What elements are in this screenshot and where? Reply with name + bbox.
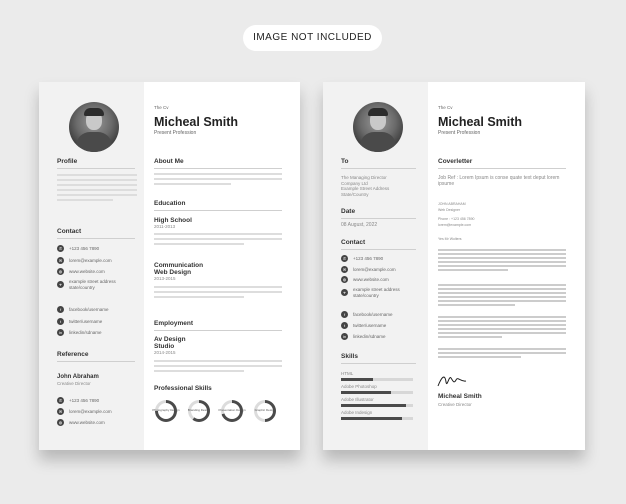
contact-address: ⌖ example street address state/country — [57, 279, 137, 290]
letter-greeting: Yes Mr Wolters — [438, 237, 462, 241]
skill-bar — [341, 378, 413, 381]
skill-label: Adobe Indesign — [341, 410, 373, 415]
cover-profession: Present Profession — [438, 130, 481, 136]
skill-progress-ring: Presentation Design — [221, 400, 243, 422]
sender-title: Web Designer — [438, 208, 461, 212]
twitter-icon: t — [341, 322, 348, 329]
globe-icon: ◍ — [342, 277, 347, 282]
linkedin-icon: in — [342, 334, 347, 339]
contact-website[interactable]: ◍ www.website.com — [58, 268, 105, 274]
social-linkedin[interactable]: in linkedin/sdname — [342, 333, 386, 339]
skills-heading: Professional Skills — [154, 385, 212, 392]
skill-bar — [341, 391, 413, 394]
contact-phone: ✆ +123 456 7890 — [58, 245, 100, 251]
phone-icon: ✆ — [58, 398, 63, 403]
resume-page — [39, 82, 300, 450]
skill-ring — [254, 400, 276, 422]
resume-profession: Present Profession — [154, 130, 197, 136]
location-icon: ⌖ — [57, 281, 64, 288]
about-heading: About Me — [154, 158, 184, 165]
signature-name: Micheal Smith — [438, 393, 482, 400]
sender-email: lorem@example.com — [438, 223, 472, 227]
letter-paragraph — [438, 314, 566, 338]
image-not-included-banner: IMAGE NOT INCLUDED — [243, 25, 382, 51]
profile-photo — [353, 102, 403, 152]
employment-years: 2014-2015 — [154, 350, 176, 355]
phone-icon: ✆ — [58, 246, 63, 251]
employment-title: Av Design Studio — [154, 336, 186, 350]
divider — [341, 249, 416, 250]
cover-letter-page — [323, 82, 585, 450]
skill-bar — [341, 417, 413, 420]
phone-icon: ✆ — [342, 256, 347, 261]
contact-heading: Contact — [341, 239, 366, 246]
divider — [57, 168, 135, 169]
social-facebook[interactable]: f facebook/username — [57, 306, 109, 313]
divider — [341, 363, 416, 364]
divider — [154, 210, 282, 211]
skill-label: Adobe Illustrator — [341, 397, 374, 402]
skill-progress-ring: Photography Design — [155, 400, 177, 422]
linkedin-icon: in — [58, 330, 63, 335]
reference-phone: ✆ +123 456 7890 — [58, 397, 100, 403]
about-text-block — [154, 171, 282, 185]
profile-text-block — [57, 172, 137, 222]
divider — [154, 330, 282, 331]
divider — [341, 168, 416, 169]
the-cv-label: The Cv — [438, 105, 453, 110]
reference-website[interactable]: ◍ www.website.com — [58, 419, 105, 425]
contact-phone: ✆ +123 456 7890 — [342, 255, 384, 261]
employment-text-block — [154, 358, 282, 372]
education-years: 2011-2013 — [154, 224, 176, 229]
skill-progress-ring: Branding Design — [188, 400, 210, 422]
social-facebook[interactable]: f facebook/username — [341, 311, 393, 318]
reference-heading: Reference — [57, 351, 89, 358]
reference-name: John Abraham — [57, 374, 99, 380]
social-twitter[interactable]: t twitter/username — [57, 318, 102, 325]
email-icon: ✉ — [342, 267, 347, 272]
to-heading: To — [341, 158, 349, 165]
skill-ring — [152, 400, 180, 422]
contact-website[interactable]: ◍ www.website.com — [342, 276, 389, 282]
sender-phone: Phone : +123 456 7890 — [438, 217, 475, 221]
contact-heading: Contact — [57, 228, 82, 235]
letter-paragraph — [438, 282, 566, 306]
globe-icon: ◍ — [58, 269, 63, 274]
contact-email[interactable]: ✉ lorem@example.com — [58, 257, 112, 263]
job-reference: Job Ref : Lorem Ipsum is conse quate text deput lorem ipsume — [438, 175, 560, 187]
divider — [154, 168, 282, 169]
education-title: High School — [154, 217, 192, 224]
divider — [341, 218, 416, 219]
social-linkedin[interactable]: in linkedin/sdname — [58, 329, 102, 335]
skill-bar — [341, 404, 413, 407]
recipient-address: The Managing Director Company Ltd Example Street Address State/Country — [341, 175, 390, 197]
contact-email[interactable]: ✉ lorem@example.com — [342, 266, 396, 272]
divider — [57, 361, 135, 362]
the-cv-label: The Cv — [154, 105, 169, 110]
skill-label: HTML — [341, 371, 354, 376]
email-icon: ✉ — [58, 258, 63, 263]
social-twitter[interactable]: t twitter/username — [341, 322, 386, 329]
email-icon: ✉ — [58, 409, 63, 414]
letter-date: 08 August, 2022 — [341, 222, 378, 228]
divider — [57, 238, 135, 239]
profile-photo — [69, 102, 119, 152]
letter-paragraph — [438, 247, 566, 271]
signature-title: Creative Director — [438, 402, 472, 407]
date-heading: Date — [341, 208, 356, 215]
contact-address: ⌖ example street address state/country — [341, 287, 421, 298]
sender-name: JOHN ABRAHAM — [438, 202, 466, 206]
cover-name: Micheal Smith — [438, 115, 523, 129]
resume-name: Micheal Smith — [154, 115, 239, 129]
reference-email[interactable]: ✉ lorem@example.com — [58, 408, 112, 414]
education-heading: Education — [154, 200, 186, 207]
twitter-icon: t — [57, 318, 64, 325]
letter-paragraph — [438, 346, 566, 358]
profile-heading: Profile — [57, 158, 78, 165]
skill-progress-ring: Graphic Design — [254, 400, 276, 422]
facebook-icon: f — [57, 306, 64, 313]
coverletter-heading: Coverletter — [438, 158, 473, 165]
education-title: Communication Web Design — [154, 262, 204, 276]
location-icon: ⌖ — [341, 289, 348, 296]
skill-ring — [188, 400, 210, 422]
skill-ring — [218, 400, 246, 422]
education-years: 2013-2015 — [154, 276, 176, 281]
reference-title: Creative Director — [57, 381, 91, 386]
employment-heading: Employment — [154, 320, 194, 327]
skill-label: Adobe Photoshop — [341, 384, 377, 389]
education-text-block — [154, 231, 282, 245]
signature-mark — [436, 372, 468, 390]
divider — [438, 168, 566, 169]
globe-icon: ◍ — [58, 420, 63, 425]
facebook-icon: f — [341, 311, 348, 318]
skills-heading: Skills — [341, 353, 358, 360]
education-text-block — [154, 284, 282, 298]
